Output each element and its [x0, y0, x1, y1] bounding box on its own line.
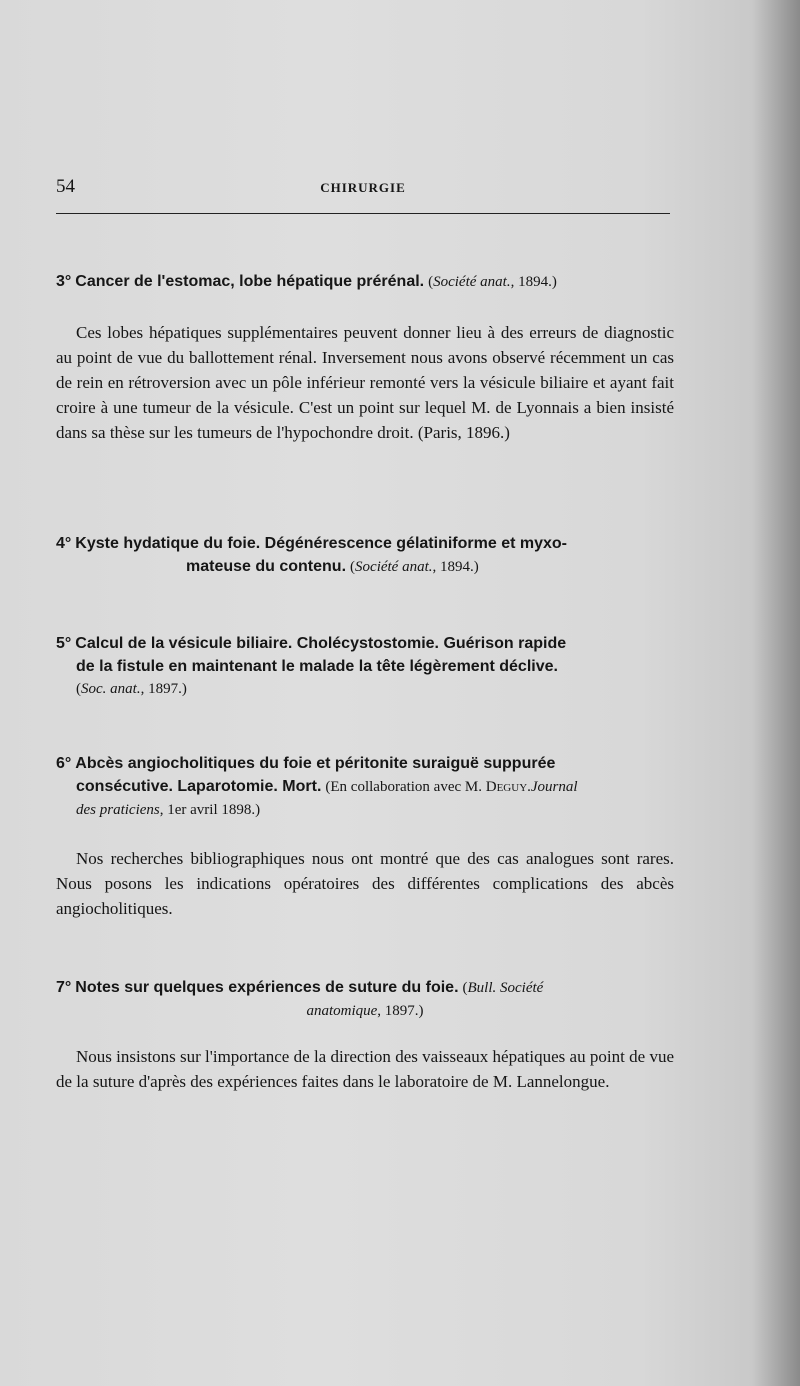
running-title: CHIRURGIE — [320, 180, 406, 195]
paragraph-2: Nos recherches bibliographiques nous ont montré que des cas analogues sont rares. Nous posons les indications opératoires des différentes complications des abcès angiocholitiques. — [56, 849, 674, 918]
entry-reference: (Soc. anat., 1897.) — [76, 681, 187, 697]
entry-title-cont: mateuse du contenu. — [186, 558, 347, 575]
entry-4 — [56, 532, 674, 579]
entry-number: 7° — [56, 979, 72, 996]
paragraph-3: Nous insistons sur l'importance de la direction des vaisseaux hépatiques au point de vue de la suture d'après des expériences faites dans le laboratoire de M. Lannelongue. — [56, 1047, 674, 1091]
header-rule — [56, 213, 670, 214]
entry-title: Abcès angiocholitiques du foie et péritonite suraiguë suppurée — [75, 755, 556, 772]
entry-7 — [56, 976, 674, 1023]
paragraph-1: Ces lobes hépatiques supplémentaires peuvent donner lieu à des erreurs de diagnostic au point de vue du ballottement rénal. Inversement nous avons observé récemment un cas de rein en rétroversion avec un pôle inférieur remonté vers la vésicule biliaire et ayant fait croire à une tumeur de la vésicule. C'est un point sur lequel M. de Lyonnais a bien insisté dans sa thèse sur les tumeurs de l'hypochondre droit. (Paris, 1896.) — [56, 323, 674, 442]
entry-title: Cancer de l'estomac, lobe hépatique prérénal. — [75, 273, 425, 290]
entry-3 — [56, 270, 674, 294]
entry-title: Notes sur quelques expériences de suture du foie. — [75, 979, 459, 996]
entry-reference: (Bull. Société — [462, 980, 544, 996]
running-header — [56, 176, 670, 200]
entry-number: 4° — [56, 535, 72, 552]
entry-title: Kyste hydatique du foie. Dégénérescence gélatiniforme et myxo- — [75, 535, 567, 552]
entry-reference: (Société anat., 1894.) — [428, 274, 557, 290]
entry-reference-cont: anatomique, 1897.) — [306, 1003, 424, 1019]
entry-number: 3° — [56, 273, 72, 290]
entry-reference-cont: des praticiens, 1er avril 1898.) — [76, 802, 261, 818]
entry-title: Calcul de la vésicule biliaire. Cholécystostomie. Guérison rapide — [75, 635, 567, 652]
entry-title-cont: de la fistule en maintenant le malade la tête légèrement déclive. — [76, 658, 558, 675]
entry-number: 5° — [56, 635, 72, 652]
entry-number: 6° — [56, 755, 72, 772]
entry-reference: (En collaboration avec M. Deguy.Journal — [325, 779, 578, 795]
page-number: 54 — [56, 176, 75, 197]
entry-5 — [56, 632, 674, 701]
entry-6 — [56, 752, 674, 822]
entry-reference: (Société anat., 1894.) — [350, 559, 479, 575]
entry-title-cont: consécutive. Laparotomie. Mort. — [76, 778, 322, 795]
